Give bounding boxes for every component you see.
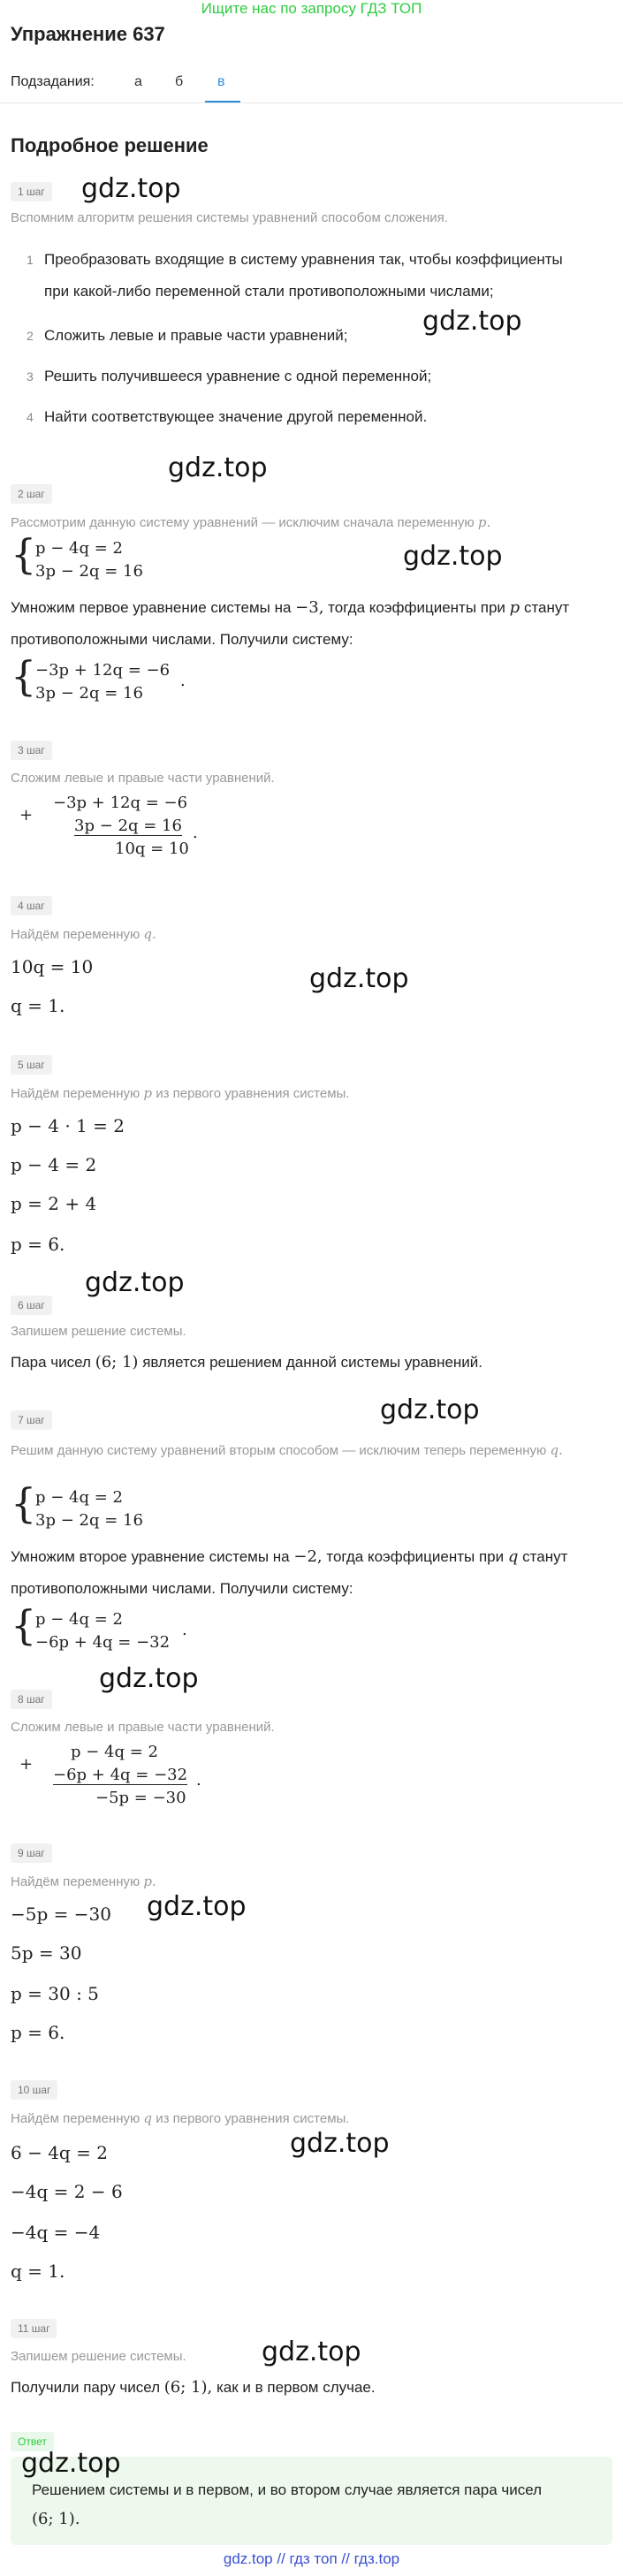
- equation: p − 4q = 2: [71, 1743, 158, 1761]
- answer-label: Ответ: [11, 2432, 54, 2451]
- watermark: gdz.top: [99, 1663, 199, 1694]
- system-brace: {: [11, 1601, 37, 1649]
- step-10-label: 10 шаг: [11, 2080, 57, 2100]
- watermark: gdz.top: [81, 173, 181, 204]
- equation: −5p = −30: [11, 1904, 111, 1925]
- step-2-text: Умножим первое уравнение системы на −3, тогда коэффициенты при p станут: [11, 598, 570, 617]
- step-8-label: 8 шаг: [11, 1690, 52, 1709]
- list-item-number: 4: [27, 410, 34, 424]
- top-search-link[interactable]: Ищите нас по запросу ГДЗ ТОП: [201, 0, 422, 17]
- step-10-intro: Найдём переменную q из первого уравнения системы.: [11, 2110, 350, 2126]
- page-title: Упражнение 637: [11, 23, 165, 45]
- equation: 3p − 2q = 16: [35, 1511, 143, 1530]
- watermark: gdz.top: [309, 963, 409, 994]
- equation: p − 4 = 2: [11, 1154, 97, 1175]
- equation: −3p + 12q = −6: [53, 794, 188, 812]
- list-item-cont: при какой-либо переменной стали противоположными числами;: [44, 283, 494, 300]
- equation: −4q = 2 − 6: [11, 2181, 123, 2202]
- equation: p − 4q = 2: [35, 1488, 123, 1507]
- step-2-text-cont: противоположными числами. Получили систему:: [11, 631, 353, 648]
- list-item: Найти соответствующее значение другой переменной.: [44, 408, 428, 425]
- subtasks-label: Подзадания:: [11, 74, 95, 89]
- watermark: gdz.top: [147, 1891, 247, 1922]
- step-4-intro: Найдём переменную q.: [11, 926, 156, 942]
- answer-pair: (6; 1).: [32, 2510, 80, 2528]
- step-2-intro: Рассмотрим данную систему уравнений — исключим сначала переменную p.: [11, 514, 491, 530]
- tab-v[interactable]: в: [217, 74, 225, 89]
- system-brace: {: [11, 530, 37, 578]
- step-6-intro: Запишем решение системы.: [11, 1324, 186, 1339]
- watermark: gdz.top: [21, 2448, 121, 2479]
- equation: 3p − 2q = 16: [35, 684, 143, 703]
- tab-a[interactable]: а: [134, 74, 142, 89]
- section-title: Подробное решение: [11, 134, 209, 156]
- watermark: gdz.top: [85, 1267, 185, 1298]
- watermark: gdz.top: [380, 1394, 480, 1425]
- equation: −4q = −4: [11, 2222, 101, 2243]
- equation: 6 − 4q = 2: [11, 2142, 108, 2163]
- footer-separator: //: [277, 2550, 285, 2567]
- period: .: [196, 1771, 201, 1790]
- equation: p = 30 : 5: [11, 1983, 99, 2004]
- step-7-label: 7 шаг: [11, 1410, 52, 1430]
- step-6-label: 6 шаг: [11, 1296, 52, 1315]
- step-11-label: 11 шаг: [11, 2319, 57, 2338]
- step-4-label: 4 шаг: [11, 896, 52, 916]
- period: .: [193, 824, 198, 842]
- step-8-intro: Сложим левые и правые части уравнений.: [11, 1720, 275, 1735]
- equation: 10q = 10: [11, 956, 94, 977]
- equation: 5p = 30: [11, 1942, 82, 1964]
- step-5-intro: Найдём переменную p из первого уравнения системы.: [11, 1085, 350, 1101]
- step-1-label: 1 шаг: [11, 182, 52, 201]
- equation: −6p + 4q = −32: [35, 1633, 171, 1652]
- step-9-label: 9 шаг: [11, 1843, 52, 1863]
- footer-links: [0, 2550, 623, 2568]
- watermark: gdz.top: [290, 2128, 390, 2159]
- step-6-text: Пара чисел (6; 1) является решением данной системы уравнений.: [11, 1353, 483, 1372]
- list-item-number: 1: [27, 253, 34, 267]
- period: .: [182, 1621, 187, 1639]
- equation: p = 2 + 4: [11, 1193, 97, 1214]
- footer-link-gdz-top[interactable]: gdz.top: [223, 2550, 273, 2567]
- step-3-label: 3 шаг: [11, 741, 52, 760]
- watermark: gdz.top: [168, 452, 268, 483]
- equation: 3p − 2q = 16: [74, 817, 182, 835]
- sum-result: −5p = −30: [95, 1789, 186, 1807]
- plus-sign: +: [19, 1755, 34, 1774]
- watermark: gdz.top: [262, 2337, 361, 2367]
- equation: p − 4 · 1 = 2: [11, 1115, 125, 1136]
- plus-sign: +: [19, 806, 34, 824]
- step-9-intro: Найдём переменную p.: [11, 1873, 156, 1889]
- footer-separator: //: [341, 2550, 350, 2567]
- step-11-intro: Запишем решение системы.: [11, 2349, 186, 2364]
- equation: p = 6.: [11, 2022, 65, 2043]
- equation: q = 1.: [11, 2261, 65, 2282]
- equation: −6p + 4q = −32: [53, 1766, 188, 1784]
- footer-link-gdz-top-mixed[interactable]: гдз.top: [353, 2550, 400, 2567]
- system-brace: {: [11, 1479, 37, 1527]
- equation: p − 4q = 2: [35, 539, 123, 558]
- sum-result: 10q = 10: [115, 840, 189, 858]
- list-item-number: 2: [27, 329, 34, 343]
- step-7-intro: Решим данную систему уравнений вторым способом — исключим теперь переменную q.: [11, 1442, 563, 1458]
- equation: q = 1.: [11, 995, 65, 1016]
- tab-b[interactable]: б: [175, 74, 184, 89]
- footer-link-gdz-top-ru[interactable]: гдз топ: [289, 2550, 338, 2567]
- step-3-intro: Сложим левые и правые части уравнений.: [11, 771, 275, 786]
- equation: −3p + 12q = −6: [35, 661, 171, 680]
- step-7-text-cont: противоположными числами. Получили систему:: [11, 1580, 353, 1597]
- equation: p = 6.: [11, 1234, 65, 1255]
- system-brace: {: [11, 652, 37, 700]
- list-item: Сложить левые и правые части уравнений;: [44, 327, 348, 344]
- step-11-text: Получили пару чисел (6; 1), как и в первом случае.: [11, 2378, 376, 2397]
- watermark: gdz.top: [403, 541, 503, 572]
- answer-text: Решением системы и в первом, и во втором случае является пара чисел: [32, 2481, 543, 2498]
- step-5-label: 5 шаг: [11, 1055, 52, 1075]
- list-item: Преобразовать входящие в систему уравнения так, чтобы коэффициенты: [44, 251, 563, 268]
- step-1-intro: Вспомним алгоритм решения системы уравнений способом сложения.: [11, 210, 448, 225]
- period: .: [180, 672, 186, 690]
- list-item: Решить получившееся уравнение с одной переменной;: [44, 368, 432, 384]
- list-item-number: 3: [27, 369, 34, 384]
- step-7-text: Умножим второе уравнение системы на −2, тогда коэффициенты при q станут: [11, 1547, 568, 1566]
- watermark: gdz.top: [422, 306, 522, 337]
- step-2-label: 2 шаг: [11, 484, 52, 504]
- equation: p − 4q = 2: [35, 1610, 123, 1629]
- equation: 3p − 2q = 16: [35, 562, 143, 581]
